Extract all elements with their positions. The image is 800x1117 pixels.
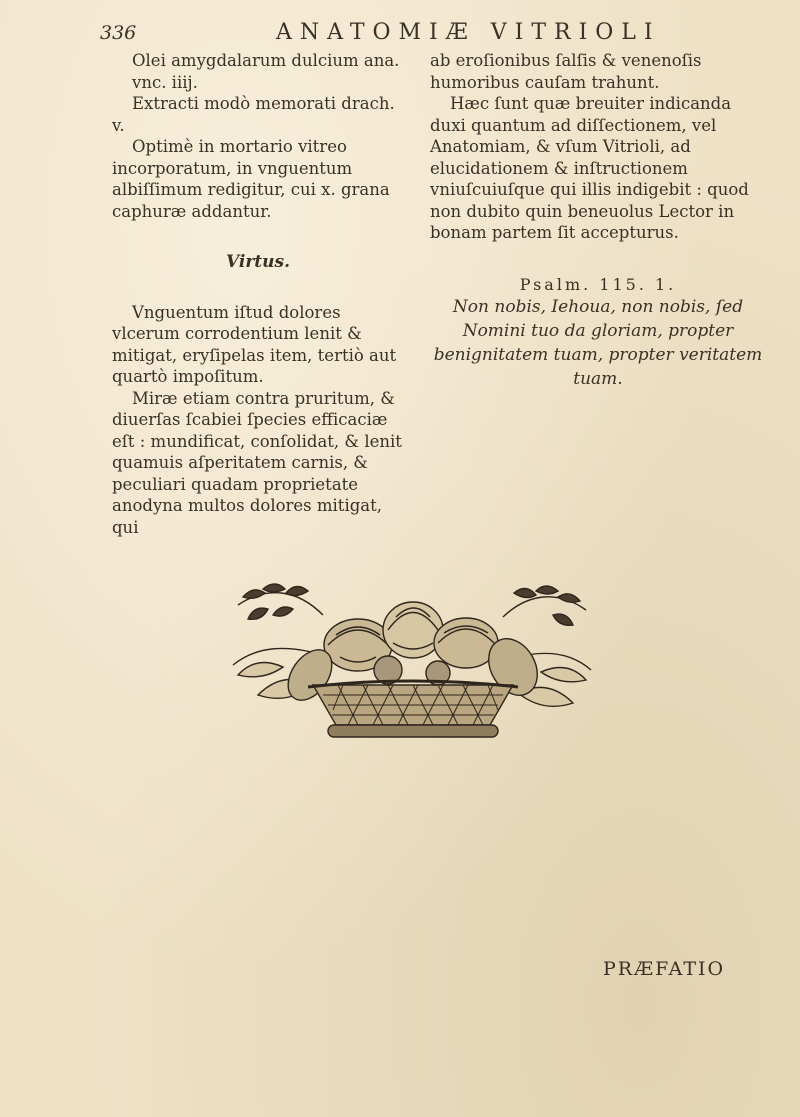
page-number: 336 bbox=[100, 22, 137, 44]
psalm-text: Non nobis, Iehoua, non nobis, ſed Nomini tuo da gloriam, propter benignitatem tuam, propter veritatem tuam. bbox=[433, 297, 763, 389]
recipe-line: Olei amygdalarum dulcium ana. bbox=[132, 51, 400, 70]
basket bbox=[308, 681, 518, 737]
paragraph: Miræ etiam contra pruritum, & diuerſas ſcabiei ſpecies efficaciæ eſt : mundificat, conſolidat, & lenit quamuis aſperitatem carnis, & peculiari quadam proprietate anodyna multos dolores mitigat, qui bbox=[112, 388, 402, 537]
paragraph: Optimè in mortario vitreo incorporatum, in vnguentum albiſſimum redigitur, cui x. grana caphuræ addantur. bbox=[112, 137, 390, 221]
running-title: ANATOMIÆ VITRIOLI bbox=[276, 20, 661, 45]
section-heading: Virtus. bbox=[225, 252, 290, 272]
left-column bbox=[112, 50, 404, 538]
psalm-reference: Psalm. 115. 1. bbox=[519, 274, 677, 294]
right-column bbox=[430, 50, 766, 391]
page-header bbox=[100, 20, 760, 54]
paragraph: Vnguentum iſtud dolores vlcerum corrodentium lenit & mitigat, eryſipelas item, tertiò aut quartò impoſitum. bbox=[112, 302, 397, 386]
paragraph: Hæc ſunt quæ breuiter indicanda duxi quantum ad diſſectionem, vel Anatomiam, & vſum Vitrioli, ad elucidationem & inſtructionem vniuſcuiuſque qui illis indigebit : quod non dubito quin beneuolus Lector in bonam partem ſit accepturus. bbox=[430, 94, 749, 242]
catchword: PRÆFATIO bbox=[603, 958, 726, 980]
paragraph: ab eroſionibus ſalſis & venenoſis humoribus cauſam trahunt. bbox=[430, 51, 702, 92]
fruit-basket-woodcut-icon bbox=[228, 575, 596, 745]
recipe-line: vnc. iiij. bbox=[132, 72, 198, 92]
recipe-line: Extracti modò memorati drach. v. bbox=[112, 94, 395, 135]
